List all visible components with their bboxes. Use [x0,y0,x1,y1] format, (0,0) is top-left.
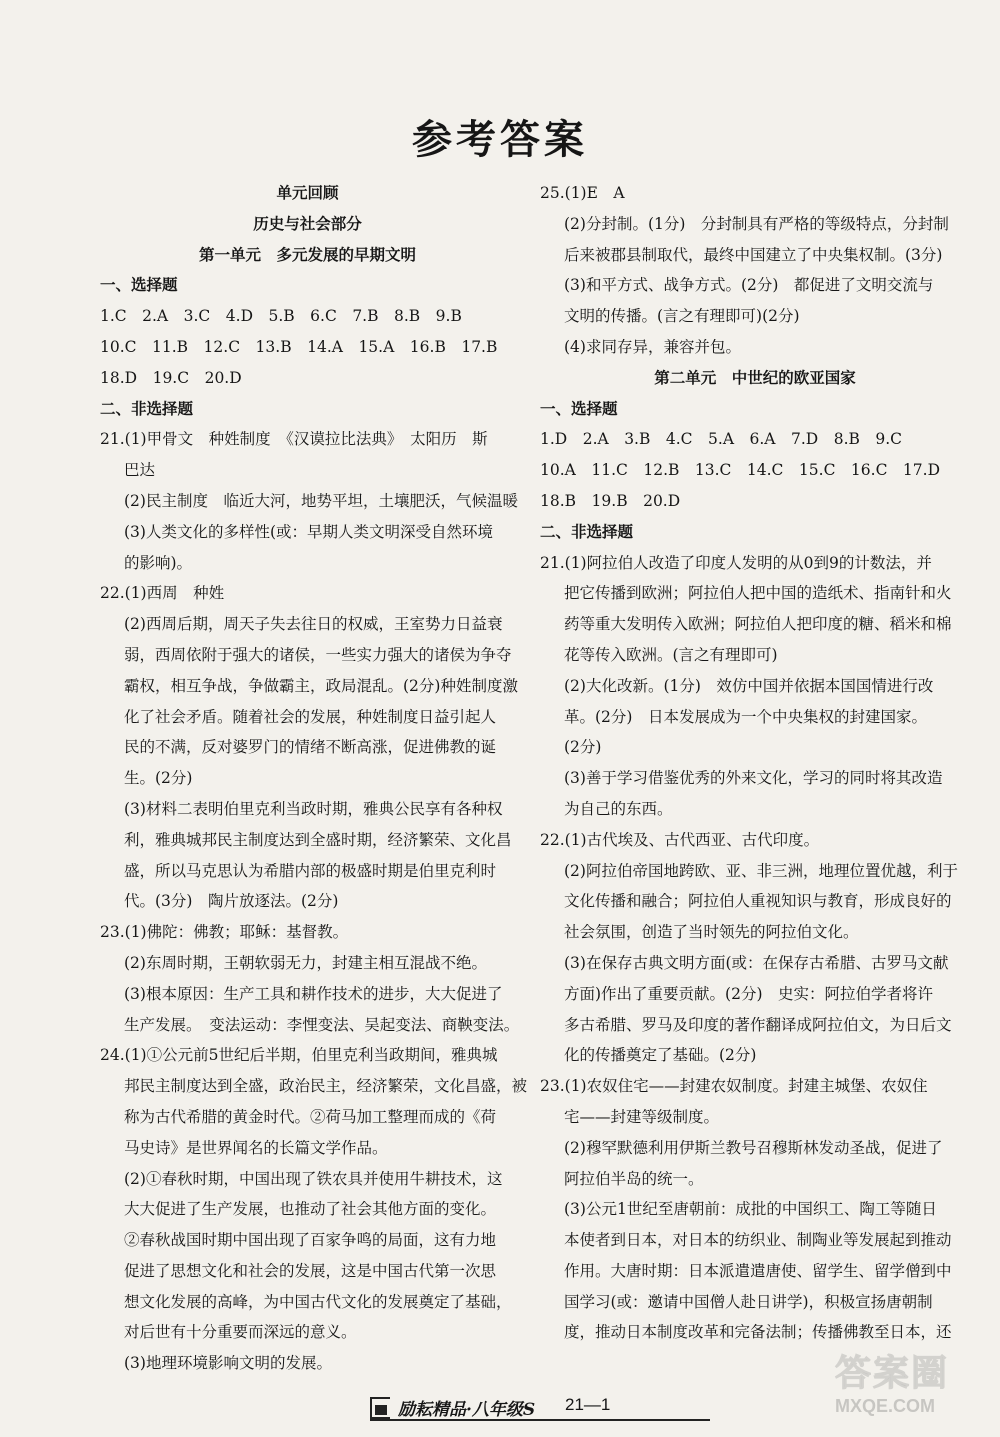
answer-line: 把它传播到欧洲；阿拉伯人把中国的造纸术、指南针和火 [564,584,952,603]
answer-line: 21.(1)阿拉伯人改造了印度人发明的从0到9的计数法，并 [540,553,932,572]
answer-line: (2)阿拉伯帝国地跨欧、亚、非三洲，地理位置优越，利于 [564,861,958,880]
answer-line: 23.(1)佛陀：佛教；耶稣：基督教。 [100,923,349,942]
answer-line: 称为古代希腊的黄金时代。②荷马加工整理而成的《荷 [124,1107,497,1126]
answer-line: 生产发展。 变法运动：李悝变法、吴起变法、商鞅变法。 [124,1015,520,1034]
answer-line: (2)大化改新。(1分) 效仿中国并依据本国国情进行改 [564,676,934,695]
answer-line: (3)地理环境影响文明的发展。 [124,1354,332,1373]
answer-line: 化了社会矛盾。随着社会的发展，种姓制度日益引起人 [124,707,497,726]
answer-line: 药等重大发明传入欧洲；阿拉伯人把印度的糖、稻米和棉 [564,615,952,634]
answer-line: 文明的传播。(言之有理即可)(2分) [564,307,800,326]
answer-line: 弱，西周依附于强大的诸侯，一些实力强大的诸侯为争夺 [124,645,512,664]
watermark-url: MXQE.COM [835,1396,936,1416]
answer-line: 多古希腊、罗马及印度的著作翻译成阿拉伯文，为日后文 [564,1015,952,1034]
answer-line: (3)材料二表明伯里克利当政时期，雅典公民享有各种权 [124,799,503,818]
answer-line: 大大促进了生产发展，也推动了社会其他方面的变化。 [124,1200,497,1219]
answer-line: 霸权，相互争战，争做霸主，政局混乱。(2分)种姓制度激 [124,676,518,695]
answer-line: 一、选择题 [100,275,178,295]
answer-line: 度，推动日本制度改革和完备法制；传播佛教至日本，还 [564,1323,952,1342]
watermark-text: 答案圈 [835,1352,950,1394]
answer-line: 马史诗》是世界闻名的长篇文学作品。 [124,1138,388,1157]
answer-line: (3)在保存古典文明方面(或：在保存古希腊、古罗马文献 [564,953,949,972]
answer-line: (2分) [564,738,602,757]
answer-line: 盛，所以马克思认为希腊内部的极盛时期是伯里克利时 [124,861,497,880]
answer-line: 对后世有十分重要而深远的意义。 [124,1323,357,1342]
answer-line: 单元回顾 [276,183,339,202]
answer-line: (3)和平方式、战争方式。(2分) 都促进了文明交流与 [564,276,934,295]
answer-line: 18.B 19.B 20.D [540,491,681,510]
watermark-logo [835,1345,995,1425]
answer-line: 的影响)。 [124,553,193,572]
answer-line: ②春秋战国时期中国出现了百家争鸣的局面，这有力地 [124,1231,497,1250]
answer-line: 方面)作出了重要贡献。(2分) 史实：阿拉伯学者将许 [564,984,934,1003]
answer-line: 18.D 19.C 20.D [100,368,242,387]
right-column [540,178,970,1348]
answer-line: (2)分封制。(1分) 分封制具有严格的等级特点，分封制 [564,214,949,233]
answer-line: 22.(1)西周 种姓 [100,584,225,603]
answer-line: 国学习(或：邀请中国僧人赴日讲学)，积极宣扬唐朝制 [564,1292,933,1311]
answer-line: (3)善于学习借鉴优秀的外来文化，学习的同时将其改造 [564,769,943,788]
answer-line: 1.D 2.A 3.B 4.C 5.A 6.A 7.D 8.B 9.C [540,430,903,449]
footer-brand: 励耘精品·八年级S [398,1400,536,1420]
answer-line: 宅——封建等级制度。 [564,1107,720,1126]
answer-line: 促进了思想文化和社会的发展，这是中国古代第一次思 [124,1261,497,1280]
answer-line: 花等传入欧洲。(言之有理即可) [564,645,778,664]
answer-line: 第一单元 多元发展的早期文明 [198,244,416,264]
answer-line: 24.(1)①公元前5世纪后半期，伯里克利当政期间，雅典城 [100,1046,498,1065]
answer-line: (3)根本原因：生产工具和耕作技术的进步，大大促进了 [124,984,503,1003]
answer-line: 23.(1)农奴住宅——封建农奴制度。封建主城堡、农奴住 [540,1077,928,1096]
answer-line: 作用。大唐时期：日本派遣遣唐使、留学生、留学僧到中 [564,1261,952,1280]
answer-line: 文化传播和融合；阿拉伯人重视知识与教育，形成良好的 [564,892,952,911]
answer-line: 想文化发展的高峰，为中国古代文化的发展奠定了基础， [124,1292,512,1311]
answer-line: 化的传播奠定了基础。(2分) [564,1046,757,1065]
answer-line: (2)东周时期，王朝软弱无力，封建主相互混战不绝。 [124,953,487,972]
answer-line: 25.(1)E A [540,184,625,202]
answer-line: 历史与社会部分 [253,213,362,233]
answer-line: 巴达 [124,461,156,480]
page-number: 21—1 [565,1395,611,1414]
answer-line: 10.C 11.B 12.C 13.B 14.A 15.A 16.B 17.B [100,337,498,356]
answer-line: 22.(1)古代埃及、古代西亚、古代印度。 [540,830,820,849]
left-column [100,178,528,1379]
answer-line: 革。(2分) 日本发展成为一个中央集权的封建国家。 [564,707,927,726]
answer-line: (2)①春秋时期，中国出现了铁农具并使用牛耕技术，这 [124,1169,503,1188]
answer-line: 一、选择题 [540,398,618,418]
answer-line: 第二单元 中世纪的欧亚国家 [654,367,856,387]
page-footer [370,1395,710,1421]
answer-line: (2)民主制度 临近大河，地势平坦，土壤肥沃，气候温暖 [124,491,518,510]
answer-line: (3)人类文化的多样性(或：早期人类文明深受自然环境 [124,522,494,541]
answer-line: 民的不满，反对婆罗门的情绪不断高涨，促进佛教的诞 [124,738,497,757]
answer-line: 后来被郡县制取代，最终中国建立了中央集权制。(3分) [564,245,943,264]
answer-line: 1.C 2.A 3.C 4.D 5.B 6.C 7.B 8.B 9.B [100,307,462,326]
page-title: 参考答案 [412,116,588,163]
brand-logo-icon [370,1397,390,1419]
answer-line: 社会氛围，创造了当时领先的阿拉伯文化。 [564,923,859,942]
answer-line: (3)公元1世纪至唐朝前：成批的中国织工、陶工等随日 [564,1200,937,1219]
answer-line: (4)求同存异，兼容并包。 [564,337,741,356]
answer-line: 21.(1)甲骨文 种姓制度 《汉谟拉比法典》 太阳历 斯 [100,430,488,449]
answer-line: 二、非选择题 [540,521,634,541]
answer-line: (2)穆罕默德利用伊斯兰教号召穆斯林发动圣战，促进了 [564,1138,943,1157]
answer-line: 邦民主制度达到全盛，政治民主，经济繁荣，文化昌盛，被 [124,1077,528,1096]
answer-line: 10.A 11.C 12.B 13.C 14.C 15.C 16.C 17.D [540,461,941,480]
answer-line: 利，雅典城邦民主制度达到全盛时期，经济繁荣、文化昌 [124,830,512,849]
answer-line: 阿拉伯半岛的统一。 [564,1169,704,1188]
answer-line: 本使者到日本，对日本的纺织业、制陶业等发展起到推动 [564,1231,952,1250]
answer-line: 为自己的东西。 [564,799,673,818]
answer-line: 生。(2分) [124,769,193,788]
answer-line: (2)西周后期，周天子失去往日的权威，王室势力日益衰 [124,615,503,634]
answer-line: 二、非选择题 [100,398,194,418]
answer-line: 代。(3分) 陶片放逐法。(2分) [124,892,339,911]
